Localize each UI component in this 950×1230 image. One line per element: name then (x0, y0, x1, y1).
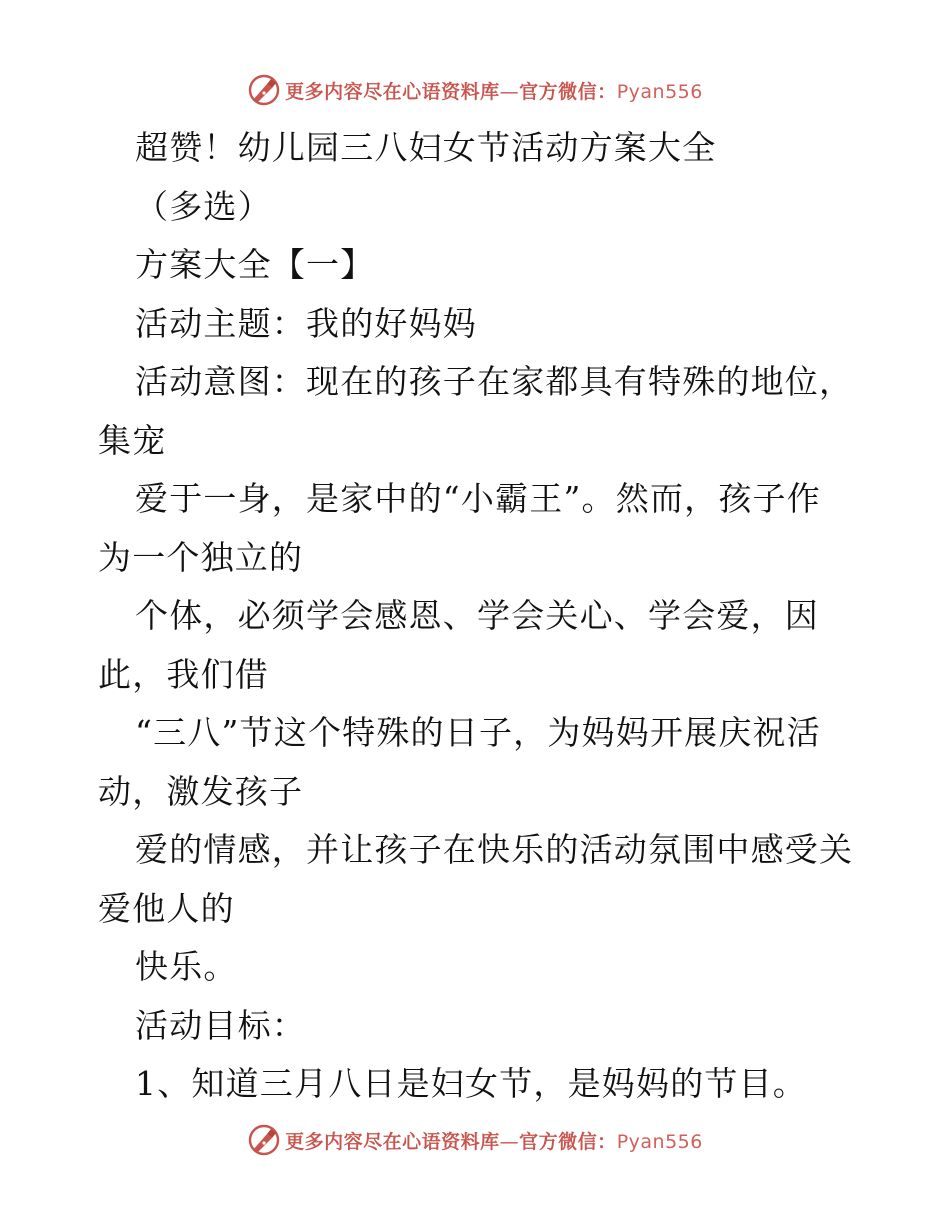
watermark-wechat-id: Pyan556 (616, 80, 703, 103)
header-watermark (0, 70, 950, 110)
document-body (98, 119, 858, 1114)
watermark-group (247, 73, 703, 107)
watermark-wechat-label: 官方微信： (519, 80, 617, 103)
text-line: 活动目标： (135, 1005, 306, 1045)
text-line: 活动意图：现在的孩子在家都具有特殊的地位， (135, 362, 854, 401)
watermark-separator: — (499, 1130, 520, 1153)
text-line: 集宠 (98, 420, 167, 460)
watermark-group (247, 1123, 703, 1157)
watermark-site-label: 更多内容尽在心语资料库 (285, 80, 500, 103)
watermark-wechat-label: 官方微信： (519, 1130, 617, 1153)
document-subtitle: （多选） (135, 186, 272, 226)
watermark-separator: — (499, 80, 520, 103)
text-line: 动，激发孩子 (98, 771, 304, 811)
watermark-wechat-id: Pyan556 (616, 1130, 703, 1153)
footer-watermark (0, 1120, 950, 1160)
text-line: 活动主题：我的好妈妈 (135, 303, 477, 343)
pen-nib-logo-icon (247, 73, 281, 107)
text-line: 快乐。 (135, 947, 238, 986)
text-line: 爱的情感，并让孩子在快乐的活动氛围中感受关 (135, 830, 854, 869)
document-title: 超赞！幼儿园三八妇女节活动方案大全 (135, 128, 717, 167)
watermark-site-label: 更多内容尽在心语资料库 (285, 1130, 500, 1153)
text-line: 1、知道三月八日是妇女节，是妈妈的节目。 (135, 1064, 807, 1103)
section-heading: 方案大全【一】 (135, 245, 375, 284)
text-line: 为一个独立的 (98, 537, 304, 577)
text-line: 爱于一身，是家中的“小霸王”。然而，孩子作 (135, 479, 821, 518)
text-line: 此，我们借 (98, 654, 269, 694)
text-line: 爱他人的 (98, 888, 235, 928)
text-line: “三八”节这个特殊的日子，为妈妈开展庆祝活 (135, 713, 821, 752)
pen-nib-logo-icon (247, 1123, 281, 1157)
watermark-text (285, 77, 703, 104)
watermark-text (285, 1127, 703, 1154)
text-line: 个体，必须学会感恩、学会关心、学会爱，因 (135, 596, 819, 635)
